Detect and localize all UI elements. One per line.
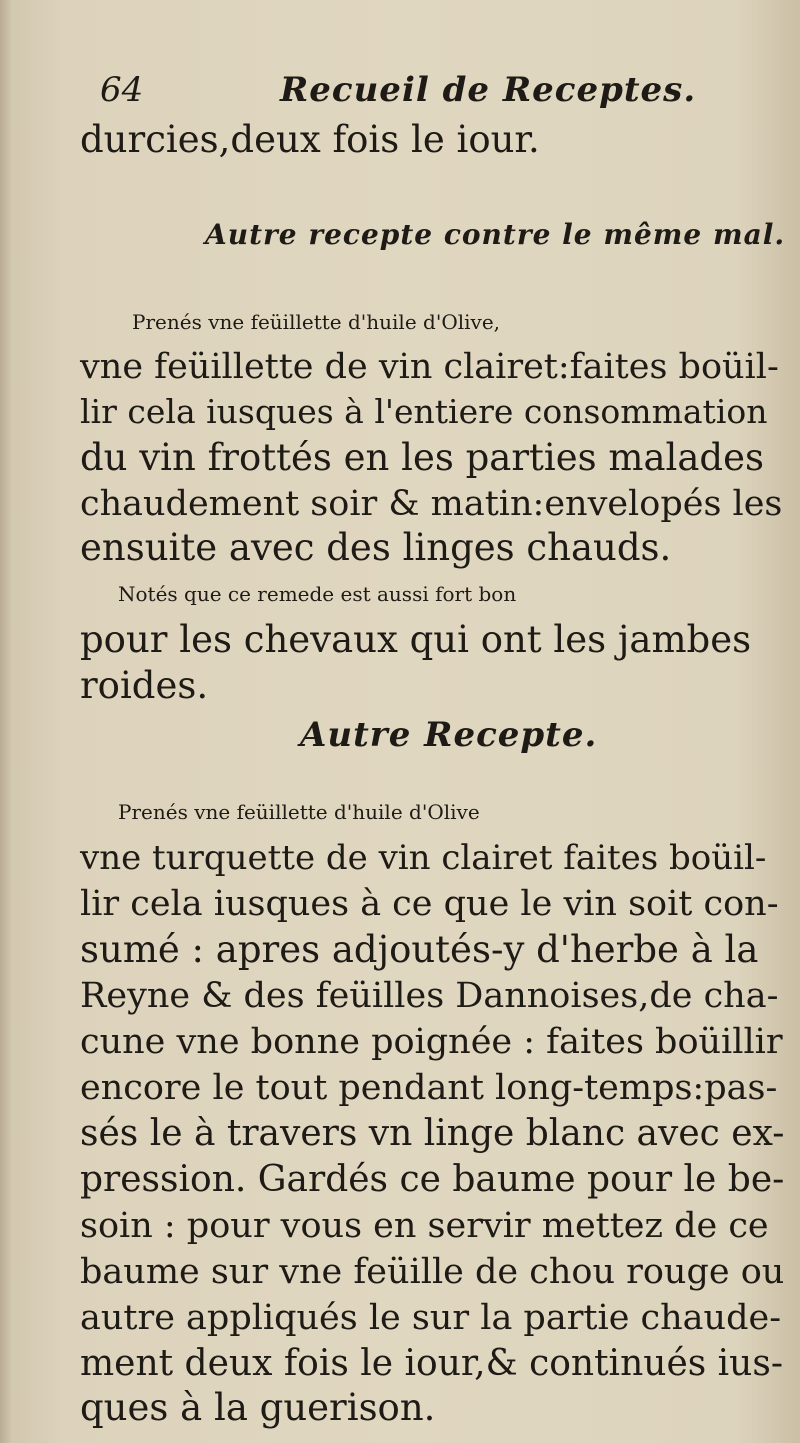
text-line: Prenés vne feüillette d'huile d'Olive [118, 800, 480, 824]
text-line: ensuite avec des linges chauds. [80, 526, 672, 569]
text-line: cune vne bonne poignée : faites boüillir [80, 1022, 783, 1062]
text-line: pour les chevaux qui ont les jambes [80, 618, 752, 661]
text-line: encore le tout pendant long-temps:pas- [80, 1068, 778, 1108]
section-heading-1: Autre recepte contre le même mal. [205, 218, 786, 251]
text-line: ment deux fois le iour,& continués ius- [80, 1343, 784, 1384]
section-heading-2: Autre Recepte. [300, 715, 598, 755]
text-line: Reyne & des feüilles Dannoises,de cha- [80, 976, 779, 1016]
text-line: roides. [80, 664, 209, 707]
text-line: lir cela iusques à l'entiere consommation [80, 392, 768, 431]
continuation-line: durcies,deux fois le iour. [80, 118, 540, 161]
text-line: sés le à travers vn linge blanc avec ex- [80, 1113, 785, 1154]
text-line: sumé : apres adjoutés-y d'herbe à la [80, 928, 759, 971]
text-line: Prenés vne feüillette d'huile d'Olive, [132, 310, 501, 334]
text-line: du vin frottés en les parties malades [80, 436, 764, 479]
text-line: pression. Gardés ce baume pour le be- [80, 1159, 785, 1200]
running-title: Recueil de Receptes. [280, 70, 697, 110]
text-line: Notés que ce remede est aussi fort bon [118, 582, 517, 606]
page-number: 64 [100, 70, 144, 110]
text-line: vne turquette de vin clairet faites boüil- [80, 838, 767, 878]
text-line: autre appliqués le sur la partie chaude- [80, 1298, 782, 1338]
text-line: ques à la guerison. [80, 1386, 436, 1429]
text-line: soin : pour vous en servir mettez de ce [80, 1206, 769, 1246]
text-line: baume sur vne feüille de chou rouge ou [80, 1252, 785, 1292]
page-gutter [0, 0, 14, 1443]
text-line: lir cela iusques à ce que le vin soit con- [80, 884, 779, 924]
text-line: chaudement soir & matin:envelopés les [80, 484, 783, 524]
page-header [100, 70, 740, 120]
text-line: vne feüillette de vin clairet:faites boüil- [80, 347, 779, 387]
